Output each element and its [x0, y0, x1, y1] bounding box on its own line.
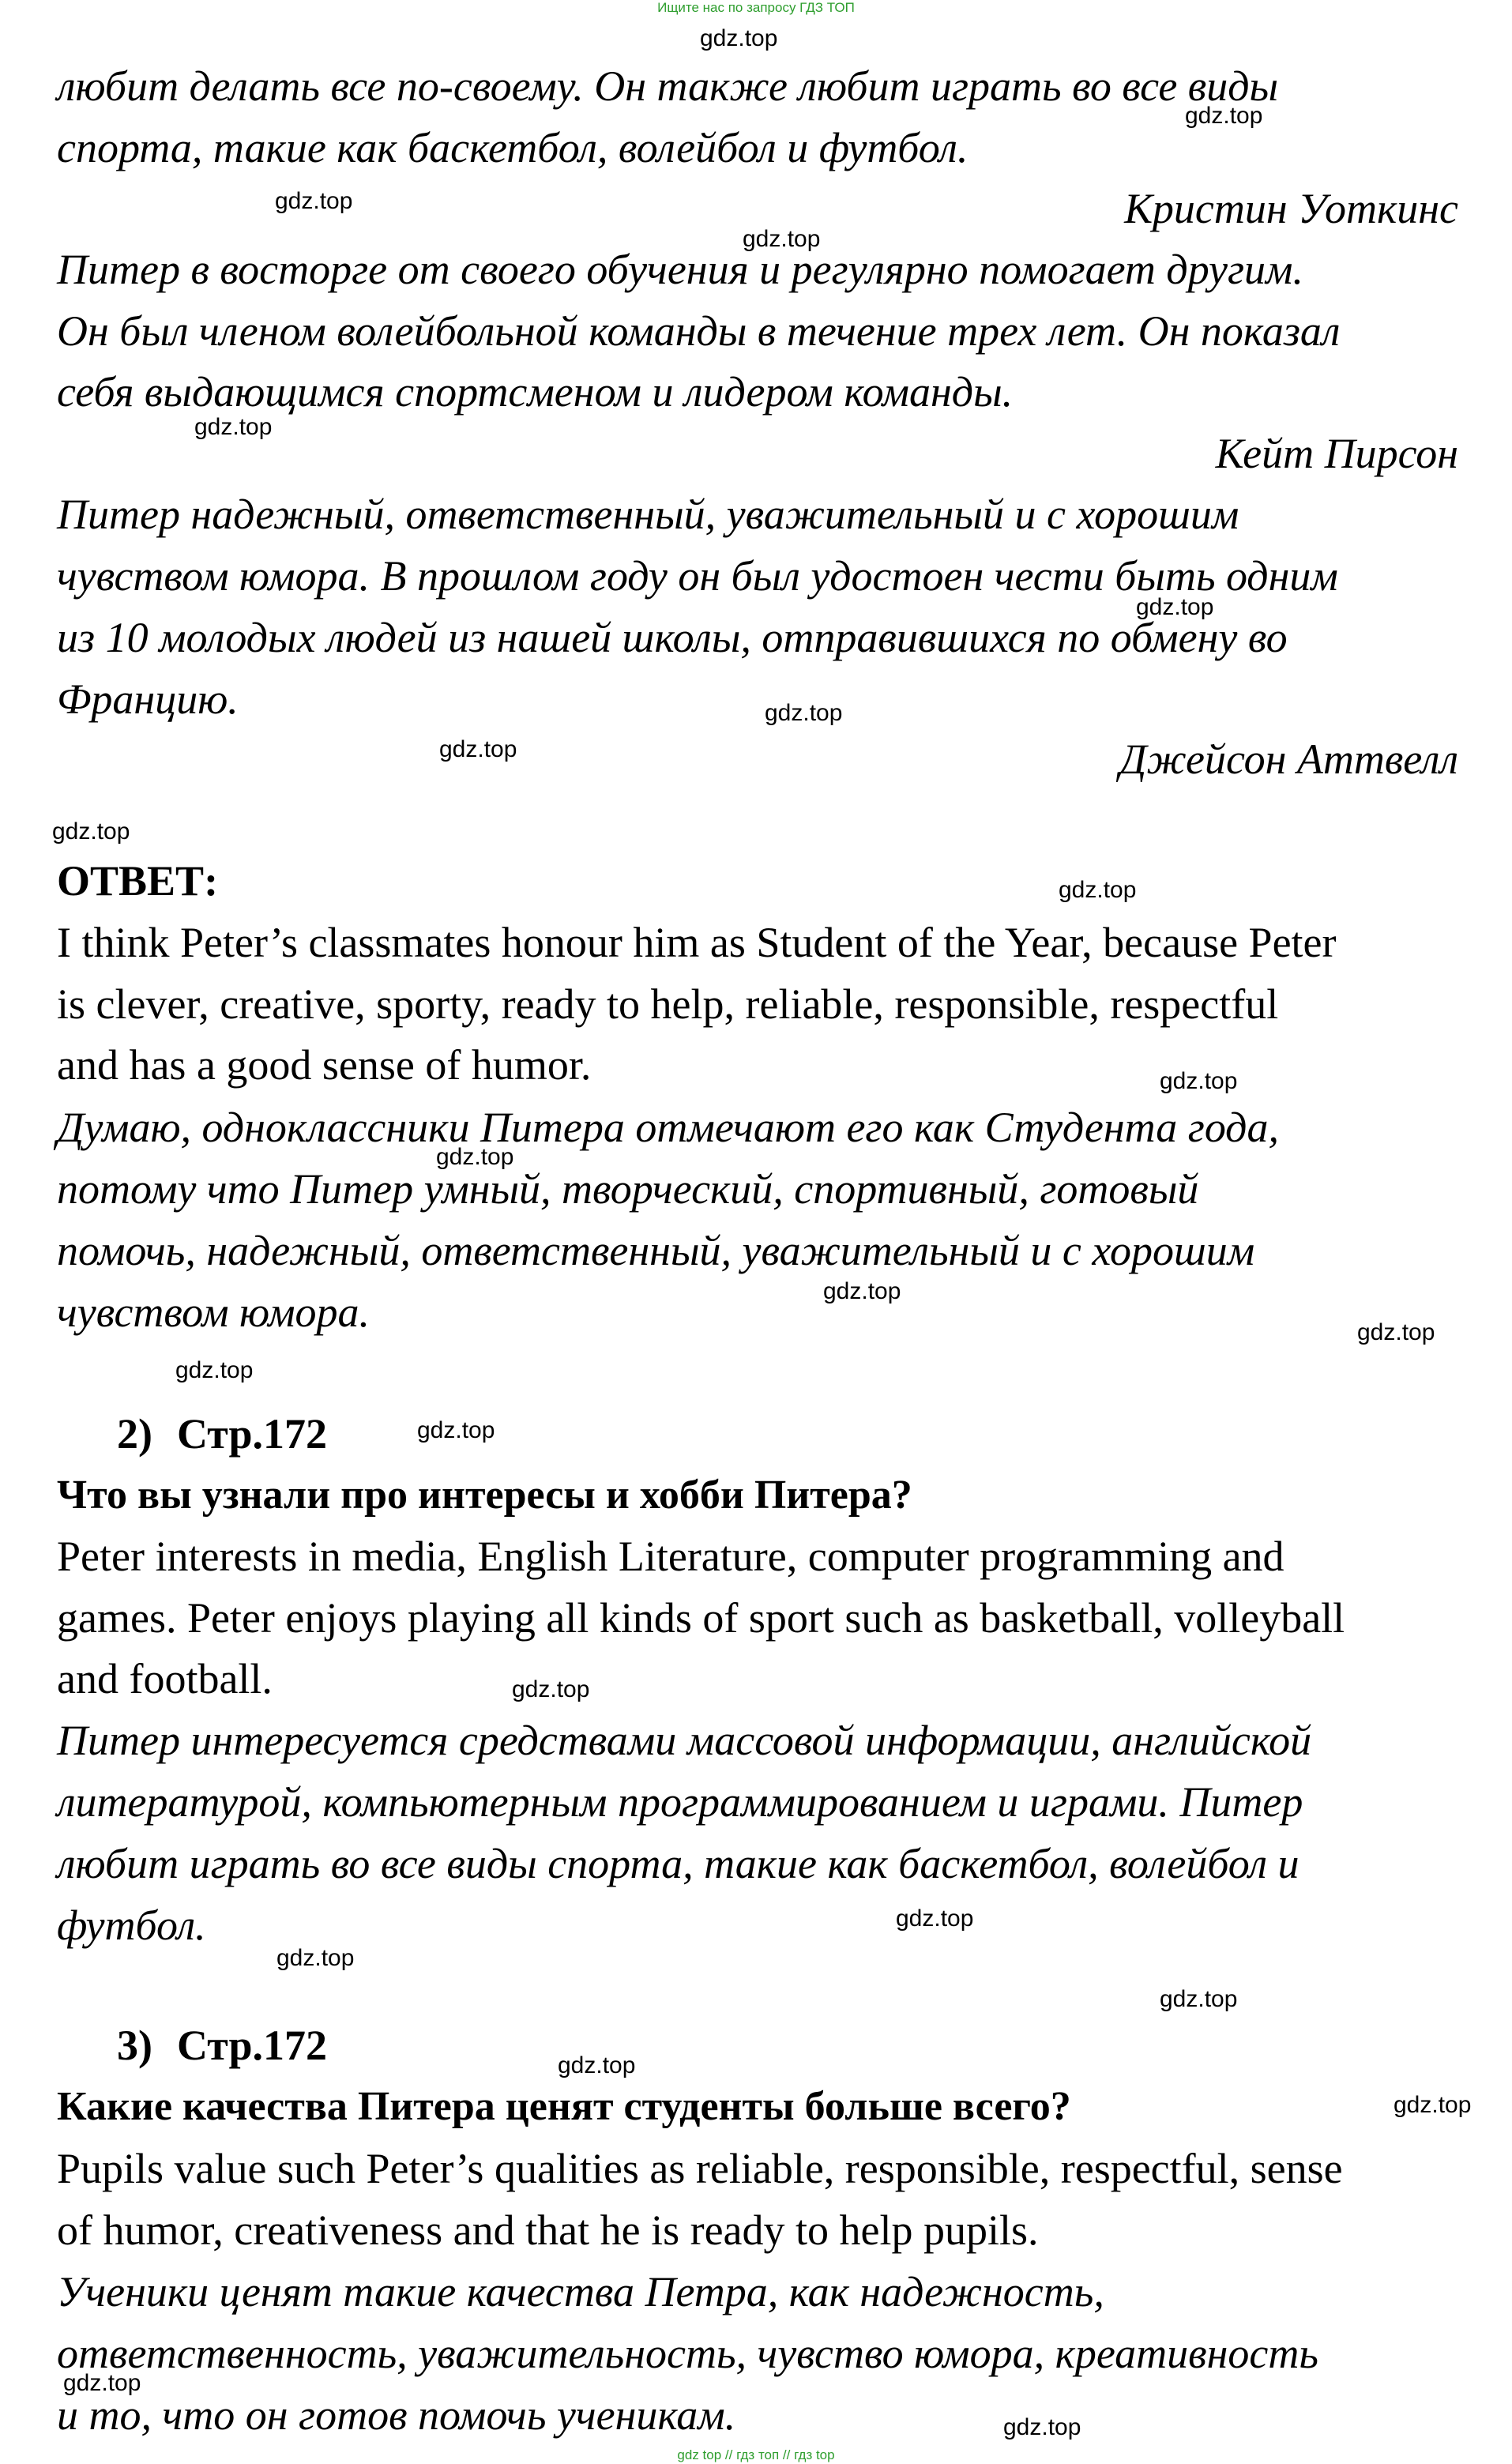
task-russian-line: Питер интересуется средствами массовой информации, английской [57, 1717, 1312, 1764]
watermark: gdz.top [439, 736, 517, 762]
watermark: gdz.top [63, 2370, 141, 2396]
top-banner[interactable]: Ищите нас по запросу ГДЗ ТОП [657, 0, 855, 15]
answer-russian-line: Думаю, одноклассники Питера отмечают его как Студента года, [57, 1104, 1279, 1151]
watermark: gdz.top [276, 1945, 355, 1971]
watermark: gdz.top [275, 188, 353, 214]
task-english-line: Pupils value such Peter’s qualities as reliable, responsible, respectful, sense [57, 2145, 1343, 2192]
watermark: gdz.top [743, 226, 821, 252]
answer-english-line: is clever, creative, sporty, ready to help, reliable, responsible, respectful [57, 980, 1279, 1028]
review-text-line: из 10 молодых людей из нашей школы, отправившихся по обмену во [57, 614, 1288, 661]
review-text-line: Питер в восторге от своего обучения и регулярно помогает другим. [57, 246, 1303, 293]
watermark: gdz.top [417, 1417, 495, 1443]
task-english-line: Peter interests in media, English Literature, computer programming and [57, 1533, 1284, 1580]
task-russian-line: и то, что он готов помочь ученикам. [57, 2391, 736, 2439]
watermark: gdz.top [558, 2052, 636, 2078]
task-russian-line: футбол. [57, 1902, 206, 1949]
watermark: gdz.top [765, 700, 843, 726]
review-text-line: Он был членом волейбольной команды в течение трех лет. Он показал [57, 307, 1341, 355]
watermark: gdz.top [175, 1357, 254, 1383]
task-number: 3) [117, 2022, 152, 2069]
task-number: 2) [117, 1410, 152, 1458]
task-question: Что вы узнали про интересы и хобби Питера? [57, 1473, 912, 1518]
signature: Кристин Уоткинс [1124, 185, 1458, 232]
watermark: gdz.top [1160, 1068, 1238, 1094]
task-russian-line: Ученики ценят такие качества Петра, как надежность, [57, 2268, 1104, 2315]
watermark: gdz.top [512, 1676, 590, 1702]
signature: Кейт Пирсон [1215, 430, 1458, 477]
answer-english-line: and has a good sense of humor. [57, 1041, 592, 1089]
task-russian-line: литературой, компьютерным программированием и играми. Питер [57, 1778, 1303, 1826]
watermark: gdz.top [823, 1278, 901, 1304]
review-text-line: себя выдающимся спортсменом и лидером команды. [57, 368, 1014, 416]
watermark: gdz.top [1185, 103, 1263, 129]
watermark: gdz.top [1394, 2092, 1472, 2118]
watermark: gdz.top [1136, 594, 1214, 620]
answer-russian-line: чувством юмора. [57, 1288, 370, 1336]
task-page: Стр.172 [177, 1410, 328, 1458]
task-question: Какие качества Питера ценят студенты больше всего? [57, 2084, 1071, 2129]
task-english-line: and football. [57, 1655, 273, 1702]
answer-english-line: I think Peter’s classmates honour him as Student of the Year, because Peter [57, 919, 1337, 966]
watermark: gdz.top [52, 818, 130, 845]
review-text-line: любит делать все по-своему. Он также любит играть во все виды [57, 62, 1279, 110]
watermark: gdz.top [700, 25, 778, 51]
answer-russian-line: помочь, надежный, ответственный, уважительный и с хорошим [57, 1227, 1255, 1274]
watermark: gdz.top [1160, 1986, 1238, 2012]
task-english-line: of humor, creativeness and that he is ready to help pupils. [57, 2206, 1039, 2254]
signature: Джейсон Аттвелл [1119, 735, 1458, 783]
watermark: gdz.top [1357, 1319, 1435, 1345]
review-text-line: чувством юмора. В прошлом году он был удостоен чести быть одним [57, 552, 1338, 600]
answer-heading: ОТВЕТ: [57, 857, 219, 905]
task-russian-line: любит играть во все виды спорта, такие как баскетбол, волейбол и [57, 1840, 1299, 1887]
watermark: gdz.top [194, 414, 273, 440]
review-text-line: Питер надежный, ответственный, уважительный и с хорошим [57, 491, 1239, 538]
task-english-line: games. Peter enjoys playing all kinds of sport such as basketball, volleyball [57, 1594, 1345, 1642]
task-page: Стр.172 [177, 2022, 328, 2069]
watermark: gdz.top [436, 1144, 514, 1170]
watermark: gdz.top [1003, 2414, 1081, 2440]
bottom-banner[interactable]: gdz top // гдз топ // гдз top [677, 2447, 835, 2462]
review-text-line: спорта, такие как баскетбол, волейбол и футбол. [57, 124, 969, 171]
review-text-line: Францию. [57, 675, 239, 723]
answer-russian-line: потому что Питер умный, творческий, спортивный, готовый [57, 1165, 1199, 1213]
task-russian-line: ответственность, уважительность, чувство юмора, креативность [57, 2330, 1318, 2377]
watermark: gdz.top [896, 1905, 974, 1932]
watermark: gdz.top [1059, 877, 1137, 903]
